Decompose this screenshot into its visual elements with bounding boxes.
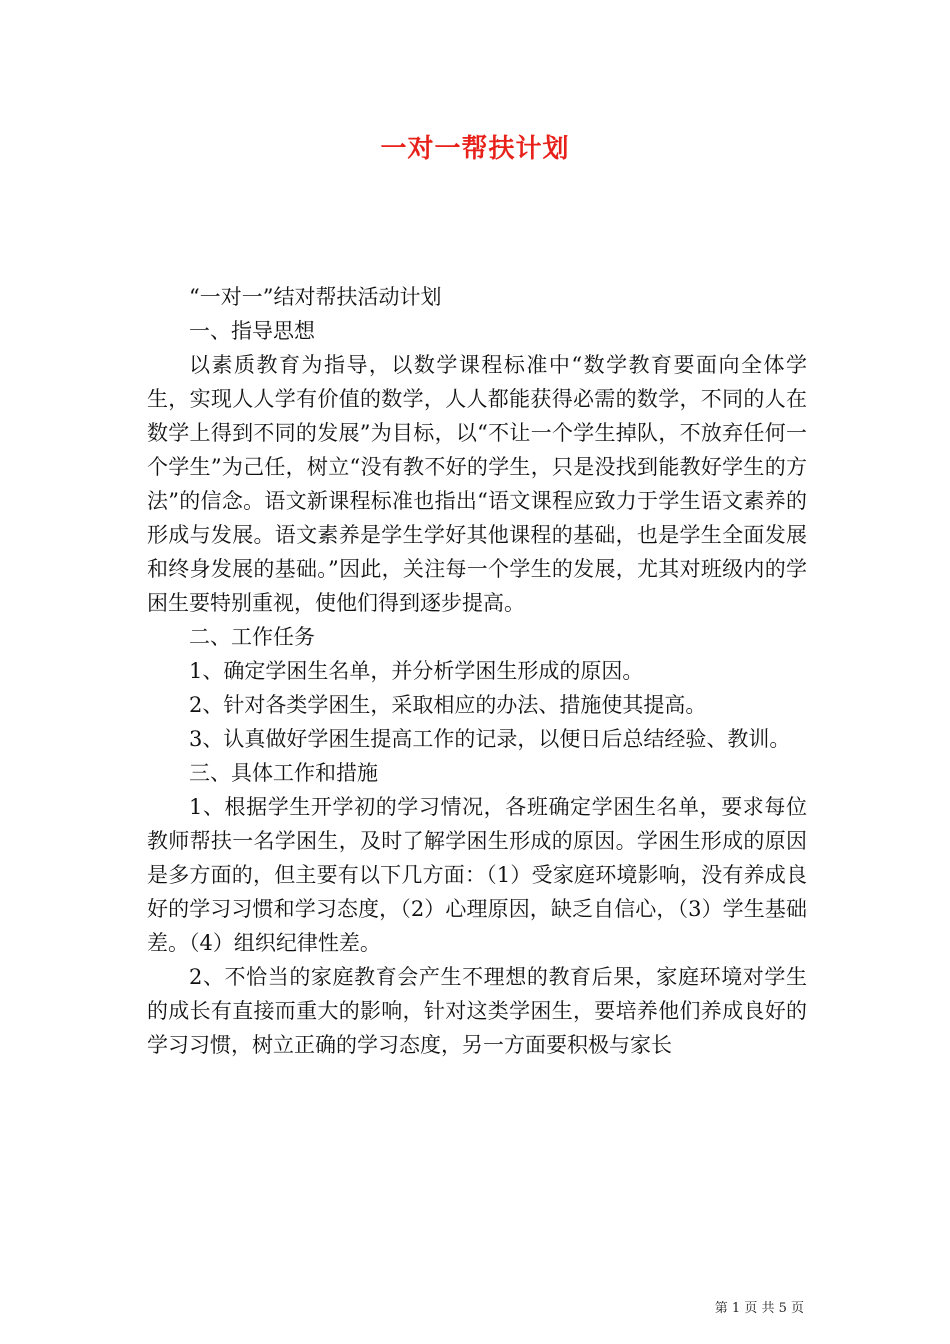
section-heading-measures: 三、具体工作和措施 [189, 761, 378, 785]
plan-heading: “一对一”结对帮扶活动计划 [189, 285, 442, 309]
measure-item-1: 1、根据学生开学初的学习情况，各班确定学困生名单，要求每位教师帮扶一名学困生，及时了解学困生形成的原因。学困生形成的原因是多方面的，但主要有以下几方面：（1）受家庭环境影响，没有养成良好的学习习惯和学习态度，（2）心理原因，缺乏自信心，（3）学生基础差。（4）组织纪律性差。 [147, 795, 807, 955]
task-item-2: 2、针对各类学困生，采取相应的办法、措施使其提高。 [189, 693, 707, 717]
task-item-1: 1、确定学困生名单，并分析学困生形成的原因。 [189, 659, 644, 683]
document-title: 一对一帮扶计划 [380, 134, 570, 164]
section-heading-guiding-thought: 一、指导思想 [189, 319, 315, 343]
page-number-footer: 第 1 页 共 5 页 [714, 1301, 804, 1316]
measure-item-2: 2、不恰当的家庭教育会产生不理想的教育后果，家庭环境对学生的成长有直接而重大的影响，针对这类学困生，要培养他们养成良好的学习习惯，树立正确的学习态度，另一方面要积极与家长 [147, 965, 807, 1057]
document-body [147, 280, 807, 1062]
guiding-thought-paragraph: 以素质教育为指导，以数学课程标准中“数学教育要面向全体学生，实现人人学有价值的数学，人人都能获得必需的数学，不同的人在数学上得到不同的发展”为目标，以“不让一个学生掉队，不放弃任何一个学生”为己任，树立“没有教不好的学生，只是没找到能教好学生的方法”的信念。语文新课程标准也指出“语文课程应致力于学生语文素养的形成与发展。语文素养是学生学好其他课程的基础，也是学生全面发展和终身发展的基础。”因此，关注每一个学生的发展，尤其对班级内的学困生要特别重视，使他们得到逐步提高。 [147, 353, 807, 615]
task-item-3: 3、认真做好学困生提高工作的记录，以便日后总结经验、教训。 [189, 727, 791, 751]
section-heading-work-tasks: 二、工作任务 [189, 625, 315, 649]
